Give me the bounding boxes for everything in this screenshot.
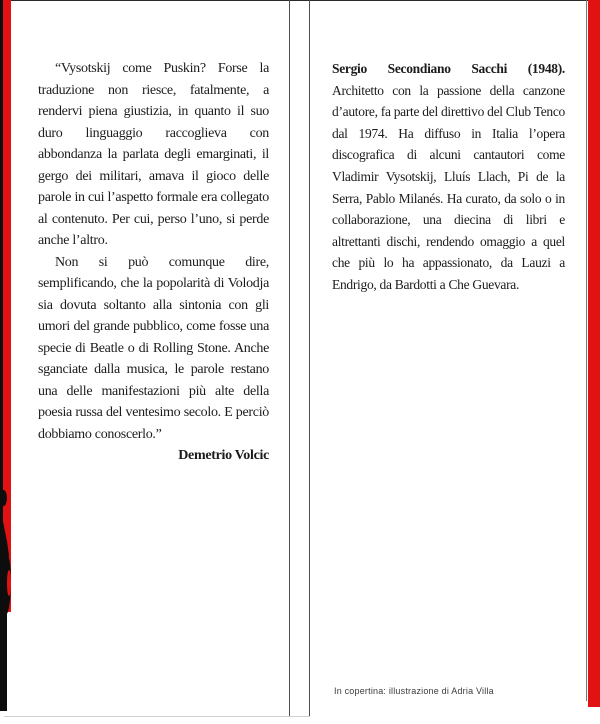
left-flap-text-block [38,58,269,467]
jacket-top-edge [0,0,600,1]
author-bio-text: Architetto con la passione della canzone d’autore, fa parte del direttivo del Club Tenco dal 1974. Ha diffuso in Italia l’opera discografica di alcuni cantautori come Vladimir Vysotskij, Lluís Llach, Pi de la Serra, Pablo Milanés. Ha curato, da solo o in collaborazione, una diecina di libri e altrettanti dischi, rendendo omaggio a quel che più lo ha appassionato, da Lauzi a Endrigo, da Bardotti a Che Guevara. [332,82,565,292]
flap-fold-line-right [309,0,310,717]
cover-illustration-fragment [0,610,7,711]
right-flap-text-block [332,58,565,296]
author-name: Sergio Secondiano Sacchi (1948). [332,61,565,76]
right-jacket-edge-line [586,0,587,701]
cover-illustration-fragment [0,490,7,506]
cover-credit: In copertina: illustrazione di Adria Villa [334,686,494,696]
quote-paragraph-2: Non si può comunque dire, semplificando, che la popolarità di Volodja sia dovuta soltanto alla sintonia con gli umori del grande pubblico, come fosse una specie di Beatle o di Rolling Stone. Anche sganciate dalla musica, le parole restano una delle manifestazioni più alte della poesia russa del ventesimo secolo. E perciò dobbiamo conoscerlo.” [38,254,269,442]
right-jacket-red-strip [588,0,600,707]
quote-paragraph-1: “Vysotskij come Puskin? Forse la traduzione non riesce, fatalmente, a rendervi piena giustizia, in quanto il suo duro linguaggio raccoglieva con abbondanza la parlata degli emarginati, il gergo dei militari, amava il gioco delle parole in cui l’aspetto formale era collegato al contenuto. Per cui, perso l’uno, si perde anche l’altro. [38,61,269,248]
jacket-bottom-edge [4,716,310,717]
quote-attribution: Demetrio Volcic [178,448,269,463]
author-bio-paragraph [332,58,565,296]
cover-illustration-red-notch [7,570,11,596]
left-jacket-red-strip [3,0,11,612]
flap-fold-line-left [289,0,290,717]
